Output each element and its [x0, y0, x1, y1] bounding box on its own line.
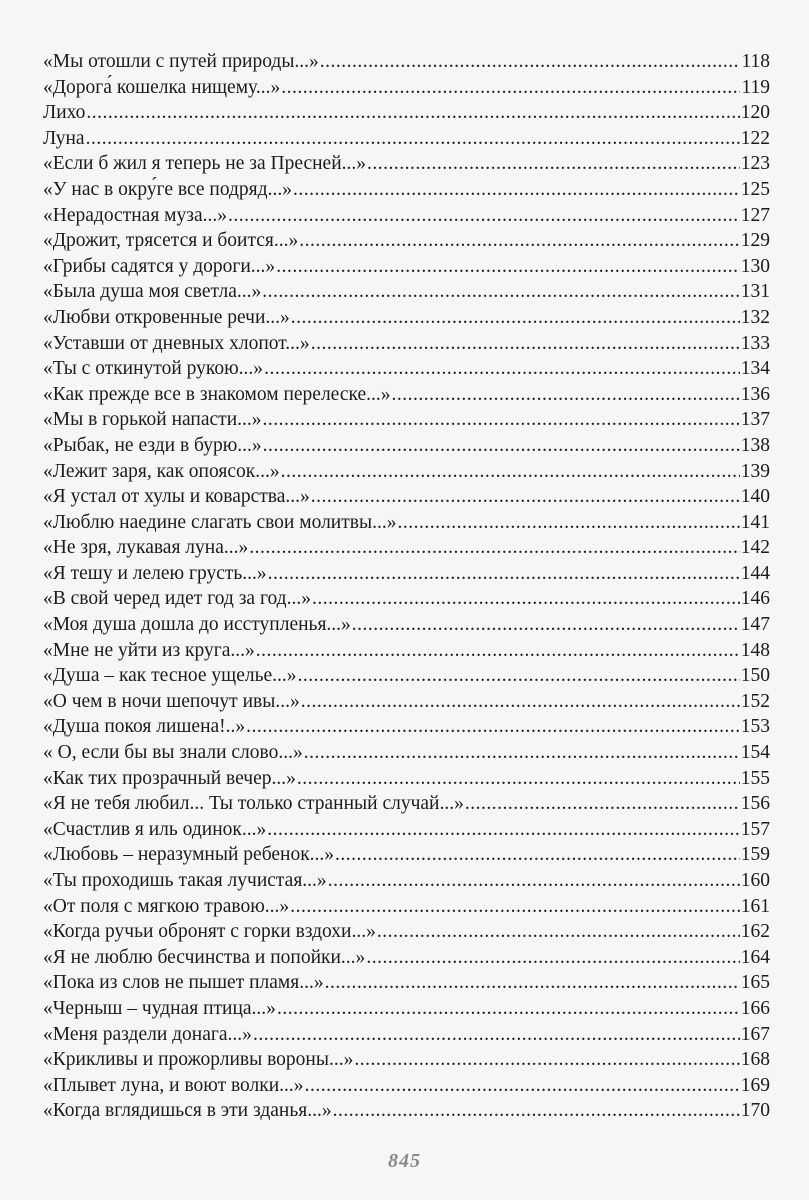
toc-entry-title: «Я не тебя любил... Ты только странный случай...»	[43, 793, 464, 815]
toc-entry	[43, 842, 770, 868]
dot-leader	[263, 407, 740, 433]
toc-entry-page: 131	[740, 281, 770, 303]
toc-entry-page: 118	[741, 51, 770, 72]
toc-entry-page: 154	[740, 742, 770, 764]
dot-leader	[276, 254, 740, 280]
toc-entry	[43, 126, 770, 152]
toc-entry	[43, 919, 770, 945]
toc-entry-title: «Дрожит, трясется и боится...»	[43, 230, 299, 252]
toc-entry	[43, 894, 770, 920]
toc-entry-page: 129	[740, 230, 770, 252]
toc-entry-page: 167	[740, 1023, 770, 1045]
toc-entry-page: 168	[740, 1049, 770, 1071]
toc-entry	[43, 612, 770, 638]
toc-entry	[43, 945, 770, 971]
toc-entry-page: 146	[740, 588, 770, 610]
toc-entry-page: 156	[740, 793, 770, 815]
toc-entry-page: 147	[740, 614, 770, 636]
dot-leader	[311, 484, 740, 510]
toc-entry-page: 123	[740, 153, 770, 175]
dot-leader	[367, 151, 740, 177]
dot-leader	[354, 1047, 739, 1073]
dot-leader	[253, 1022, 740, 1048]
toc-entry	[43, 663, 770, 689]
toc-entry	[43, 305, 770, 331]
toc-entry-page: 122	[740, 127, 770, 149]
dot-leader	[352, 612, 740, 638]
toc-entry-title: «Я не люблю бесчинства и попойки...»	[43, 946, 366, 968]
toc-entry	[43, 459, 770, 485]
toc-entry-page: 148	[740, 639, 770, 661]
toc-entry-page: 139	[740, 460, 770, 482]
toc-entry-title: «Счастлив я иль одинок...»	[43, 818, 267, 840]
toc-entry-page: 119	[741, 76, 770, 98]
toc-entry-title: «В свой черед идет год за год...»	[43, 588, 311, 610]
dot-leader	[325, 970, 740, 996]
dot-leader	[281, 459, 740, 485]
toc-entry-title: «Любви откровенные речи...»	[43, 306, 290, 328]
toc-entry-page: 153	[740, 716, 770, 738]
toc-entry-title: «Я тешу и лелею грусть...»	[43, 562, 267, 584]
dot-leader	[267, 817, 739, 843]
toc-entry	[43, 766, 770, 792]
toc-entry-page: 170	[740, 1100, 770, 1122]
toc-entry-page: 141	[740, 511, 770, 533]
toc-entry-title: «Люблю наедине слагать свои молитвы...»	[43, 511, 397, 533]
toc-entry-title: «Когда вглядишься в эти зданья...»	[43, 1100, 332, 1122]
toc-entry-title: Лихо	[43, 102, 86, 124]
dot-leader	[305, 1073, 740, 1099]
dot-leader	[246, 714, 740, 740]
toc-entry	[43, 407, 770, 433]
toc-entry	[43, 279, 770, 305]
toc-entry-title: «Мы в горькой напасти...»	[43, 409, 262, 431]
dot-leader	[299, 228, 740, 254]
toc-entry-title: «Рыбак, не езди в бурю...»	[43, 434, 262, 456]
toc-entry	[43, 868, 770, 894]
toc-entry-title: «Была душа моя светла...»	[43, 281, 262, 303]
toc-entry-title: «Уставши от дневных хлопот...»	[43, 332, 310, 354]
toc-entry-title: «Мне не уйти из круга...»	[43, 639, 255, 661]
toc-entry-page: 134	[740, 358, 770, 380]
dot-leader	[311, 331, 740, 357]
toc-entry-title: «Черныш – чудная птица...»	[43, 997, 276, 1019]
toc-entry	[43, 177, 770, 203]
dot-leader	[335, 842, 740, 868]
toc-entry-title: «Лежит заря, как опоясок...»	[43, 460, 280, 482]
toc-entry	[43, 484, 770, 510]
toc-entry-page: 130	[740, 255, 770, 277]
toc-entry-title: «Когда ручьи обронят с горки вздохи...»	[43, 921, 376, 943]
toc-entry-title: «О чем в ночи шепочут ивы...»	[43, 690, 300, 712]
toc-entry	[43, 1098, 770, 1124]
toc-entry-page: 125	[740, 178, 770, 200]
toc-entry-page: 140	[740, 486, 770, 508]
dot-leader	[297, 766, 740, 792]
toc-entry-page: 138	[740, 434, 770, 456]
toc-entry-title: «Грибы садятся у дороги...»	[43, 255, 276, 277]
dot-leader	[465, 791, 740, 817]
toc-entry	[43, 996, 770, 1022]
toc-entry-page: 152	[740, 690, 770, 712]
toc-entry-title: «Ты с откинутой рукою...»	[43, 358, 264, 380]
dot-leader	[290, 894, 740, 920]
toc-entry-page: 169	[740, 1074, 770, 1096]
toc-entry	[43, 535, 770, 561]
toc-entry-page: 162	[740, 921, 770, 943]
dot-leader	[298, 663, 740, 689]
toc-entry	[43, 382, 770, 408]
toc-entry	[43, 203, 770, 229]
dot-leader	[366, 945, 739, 971]
toc-entry-title: «Как тих прозрачный вечер...»	[43, 767, 296, 789]
toc-entry	[43, 433, 770, 459]
dot-leader	[268, 561, 740, 587]
toc-entry-title: «Ты проходишь такая лучистая...»	[43, 870, 327, 891]
toc-entry	[43, 970, 770, 996]
toc-entry	[43, 561, 770, 587]
toc-entry	[43, 75, 770, 101]
toc-entry-page: 137	[740, 409, 770, 431]
toc-entry-title: «От поля с мягкою травою...»	[43, 895, 290, 917]
dot-leader	[397, 510, 739, 536]
toc-entry-page: 164	[740, 946, 770, 968]
toc-entry-title: «Я устал от хулы и коварства...»	[43, 486, 310, 508]
toc-entry	[43, 791, 770, 817]
toc-entry-page: 159	[740, 844, 770, 866]
toc-entry-title: « О, если бы вы знали слово...»	[43, 742, 303, 764]
dot-leader	[320, 49, 741, 75]
dot-leader	[293, 177, 740, 203]
page-number: 845	[388, 1150, 421, 1172]
dot-leader	[281, 75, 740, 101]
toc-entry	[43, 100, 770, 126]
toc-entry-page: 150	[740, 665, 770, 687]
toc-entry-title: «Крикливы и прожорливы вороны...»	[43, 1049, 354, 1071]
toc-entry	[43, 1022, 770, 1048]
toc-entry-title: «Мы отошли с путей природы...»	[43, 51, 319, 72]
dot-leader	[262, 279, 739, 305]
toc-entry	[43, 740, 770, 766]
dot-leader	[249, 535, 740, 561]
toc-entry	[43, 817, 770, 843]
toc-entry-title: «Нерадостная муза...»	[43, 204, 227, 226]
toc-entry-page: 144	[740, 562, 770, 584]
dot-leader	[392, 382, 740, 408]
toc-entry-title: «Как прежде все в знакомом перелеске...»	[43, 383, 391, 405]
dot-leader	[304, 740, 740, 766]
toc-entry-page: 160	[740, 870, 770, 891]
dot-leader	[312, 586, 740, 612]
toc-entry	[43, 331, 770, 357]
toc-entry-title: «Не зря, лукавая луна...»	[43, 537, 249, 559]
toc-entry	[43, 228, 770, 254]
toc-entry	[43, 586, 770, 612]
dot-leader	[277, 996, 740, 1022]
dot-leader	[86, 100, 739, 126]
toc-entry	[43, 1073, 770, 1099]
toc-entry-page: 155	[740, 767, 770, 789]
toc-entry-title: «Пока из слов не пышет пламя...»	[43, 972, 324, 994]
dot-leader	[228, 203, 740, 229]
toc-entry	[43, 510, 770, 536]
dot-leader	[377, 919, 740, 945]
toc-entry-title: «Моя душа дошла до исступленья...»	[43, 614, 351, 636]
toc-entry-title: «Дорога́ кошелка нищему...»	[43, 76, 281, 98]
toc-entry-page: 133	[740, 332, 770, 354]
dot-leader	[256, 638, 740, 664]
dot-leader	[333, 1098, 740, 1124]
toc-entry-page: 132	[740, 306, 770, 328]
toc-entry-page: 136	[740, 383, 770, 405]
toc-entry	[43, 49, 770, 75]
dot-leader	[263, 433, 740, 459]
toc-entry	[43, 356, 770, 382]
toc-entry	[43, 714, 770, 740]
toc-entry	[43, 151, 770, 177]
dot-leader	[264, 356, 740, 382]
table-of-contents	[43, 49, 770, 1124]
dot-leader	[301, 689, 740, 715]
toc-entry-title: «Если б жил я теперь не за Пресней...»	[43, 153, 367, 175]
toc-entry-page: 161	[740, 895, 770, 917]
toc-entry-title: «Душа покоя лишена!..»	[43, 716, 246, 738]
dot-leader	[328, 868, 740, 894]
dot-leader	[291, 305, 740, 331]
toc-entry-page: 165	[740, 972, 770, 994]
toc-entry	[43, 689, 770, 715]
toc-entry-title: «У нас в окру́ге все подряд...»	[43, 178, 292, 200]
toc-entry-title: Луна	[43, 127, 85, 149]
toc-entry-page: 166	[740, 997, 770, 1019]
toc-entry	[43, 638, 770, 664]
toc-entry-title: «Любовь – неразумный ребенок...»	[43, 844, 335, 866]
toc-entry	[43, 254, 770, 280]
toc-entry-page: 142	[740, 537, 770, 559]
toc-entry-title: «Плывет луна, и воют волки...»	[43, 1074, 304, 1096]
toc-entry-page: 120	[740, 102, 770, 124]
dot-leader	[86, 126, 740, 152]
toc-entry	[43, 1047, 770, 1073]
toc-entry-page: 157	[740, 818, 770, 840]
toc-entry-page: 127	[740, 204, 770, 226]
toc-entry-title: «Душа – как тесное ущелье...»	[43, 665, 297, 687]
toc-entry-title: «Меня раздели донага...»	[43, 1023, 252, 1045]
